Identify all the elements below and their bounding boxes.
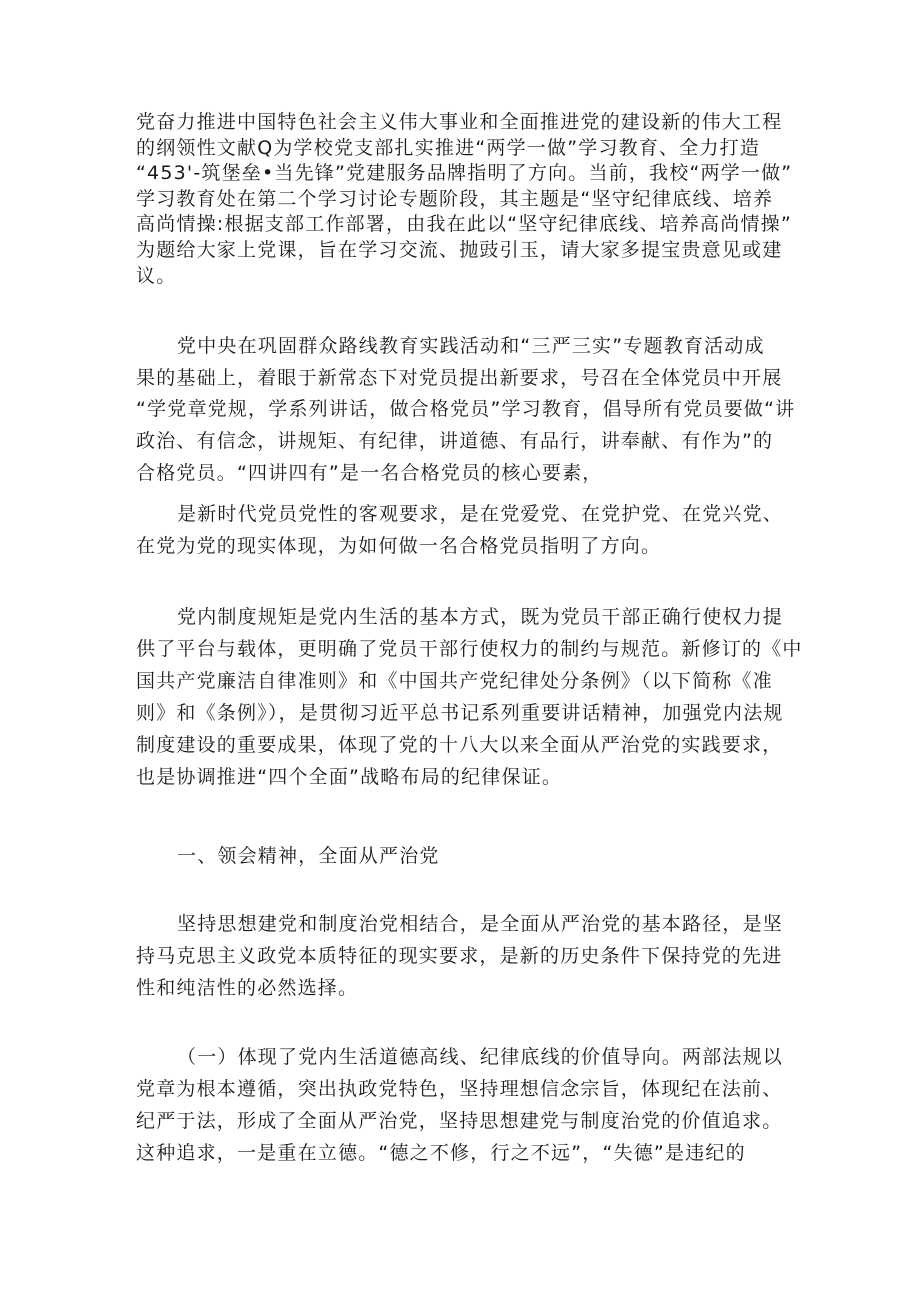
text-line: 制度建设的重要成果，体现了党的十八大以来全面从严治党的实践要求， — [136, 734, 783, 756]
text-line: 党奋力推进中国特色社会主义伟大事业和全面推进党的建设新的伟大工程 — [136, 111, 783, 133]
text-line: 纪严于法，形成了全面从严治党，坚持思想建党与制度治党的价值追求。 — [136, 1110, 783, 1132]
text-line: 为题给大家上党课，旨在学习交流、抛豉引玉，请大家多提宝贵意见或建 — [136, 239, 783, 261]
text-line: 果的基础上，着眼于新常态下对党员提出新要求，号召在全体党员中开展 — [136, 367, 783, 389]
text-line: 党内制度规矩是党内生活的基本方式，既为党员干部正确行使权力提 — [177, 606, 784, 628]
text-line: 则》和《条例》），是贯彻习近平总书记系列重要讲话精神，加强党内法规 — [136, 702, 784, 724]
text-line: “学党章党规，学系列讲话，做合格党员”学习教育，倡导所有党员要做“讲 — [136, 398, 796, 420]
text-line: “453'-筑堡垒•当先锋”党建服务品牌指明了方向。当前，我校“两学一做” — [136, 162, 793, 184]
text-line: 是新时代党员党性的客观要求，是在党爱党、在党护党、在党兴党、 — [177, 503, 784, 525]
text-line: 政治、有信念，讲规矩、有纪律，讲道德、有品行，讲奉献、有作为”的 — [136, 430, 774, 452]
text-line: （一）体现了党内生活道德高线、纪律底线的价值导向。两部法规以 — [177, 1046, 784, 1068]
text-line: 的纲领性文献Q为学校党支部扎实推进“两学一做”学习教育、全力打造 — [136, 137, 761, 159]
text-line: 学习教育处在第二个学习讨论专题阶段，其主题是“坚守纪律底线、培养 — [136, 188, 774, 210]
text-line: 党章为根本遵循，突出执政党特色，坚持理想信念宗旨，体现纪在法前、 — [136, 1078, 783, 1100]
text-line: 国共产党廉洁自律准则》和《中国共产党纪律处分条例》（以下简称《准 — [136, 670, 773, 692]
text-line: 坚持思想建党和制度治党相结合，是全面从严治党的基本路径，是坚 — [177, 913, 784, 935]
text-line: 持马克思主义政党本质特征的现实要求，是新的历史条件下保持党的先进 — [136, 945, 783, 967]
text-line: 党中央在巩固群众路线教育实践活动和“三严三实”专题教育活动成 — [177, 335, 765, 357]
text-line: 也是协调推进“四个全面”战略布局的纪律保证。 — [136, 766, 563, 788]
text-line: 高尚情操:根据支部工作部署，由我在此以“坚守纪律底线、培养高尚情操” — [136, 213, 792, 235]
section-heading: 一、领会精神，全面从严治党 — [177, 845, 440, 867]
text-line: 议。 — [136, 265, 177, 287]
text-line: 这种追求，一是重在立德。“德之不修，行之不远”，“失德”是违纪的 — [136, 1142, 746, 1164]
text-line: 在党为党的现实体现，为如何做一名合格党员指明了方向。 — [136, 535, 662, 557]
text-line: 供了平台与载体，更明确了党员干部行使权力的制约与规范。新修订的《中 — [136, 638, 803, 660]
text-line: 性和纯洁性的必然选择。 — [136, 977, 359, 999]
text-line: 合格党员。“四讲四有”是一名合格党员的核心要素， — [136, 462, 603, 484]
